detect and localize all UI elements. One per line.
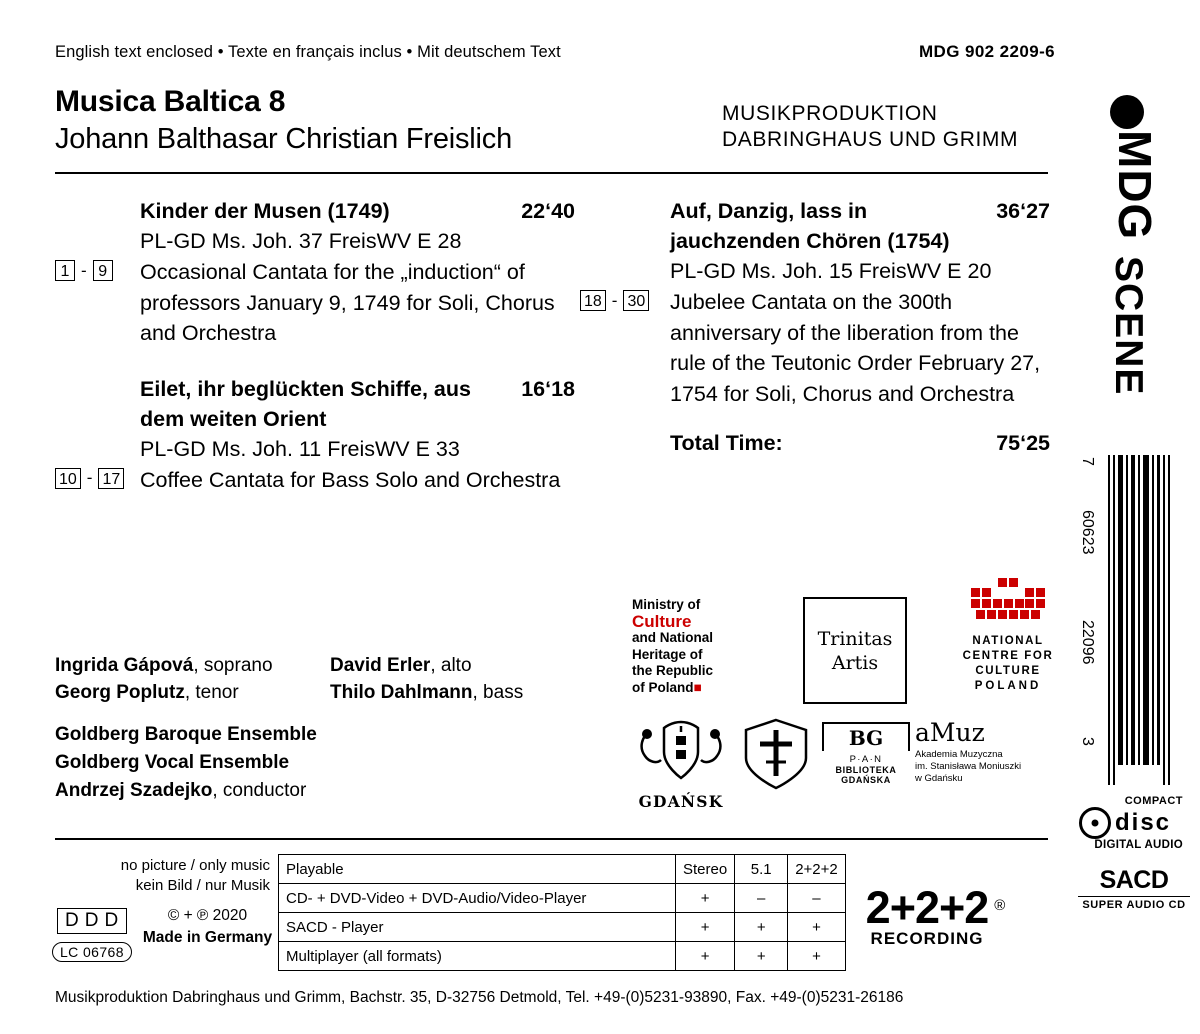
mdg-logo <box>1104 95 1184 129</box>
format-stereo: + <box>676 884 735 913</box>
table-row <box>279 942 846 971</box>
ministry-of-culture-logo <box>632 597 772 696</box>
disc-icon <box>1079 807 1111 839</box>
ensembles-list <box>55 721 317 805</box>
format-label: SACD - Player <box>279 913 676 942</box>
format-51: + <box>735 942 788 971</box>
logo-line: NATIONAL <box>972 635 1044 647</box>
red-square-icon: ■ <box>693 679 702 695</box>
logo-line: Artis <box>831 651 879 674</box>
works-column-left <box>55 196 575 495</box>
bg-monogram: BG <box>822 722 910 751</box>
format-51: + <box>735 913 788 942</box>
gdansk-city-logo <box>628 718 734 811</box>
performer-name: David Erler <box>330 655 431 676</box>
logo-line: Ministry of <box>632 597 701 612</box>
conductor-role: , conductor <box>212 780 307 801</box>
work-item <box>55 374 575 496</box>
conductor-name: Andrzej Szadejko <box>55 780 213 801</box>
table-header-row <box>279 855 846 884</box>
library-label: BIBLIOTEKA GDAŃSKA <box>835 765 897 785</box>
list-item <box>55 679 523 706</box>
format-222: – <box>788 884 846 913</box>
no-picture-note <box>55 856 270 896</box>
made-in-line: Made in Germany <box>142 929 273 946</box>
track-number-last: 17 <box>98 468 124 489</box>
label-name-line1: MUSIKPRODUKTION <box>722 102 938 125</box>
performer-role: , tenor <box>184 682 239 703</box>
work-description: Coffee Cantata for Bass Solo and Orchestra <box>140 467 561 492</box>
table-row <box>279 884 846 913</box>
sacd-logo <box>1078 866 1190 911</box>
archive-seal-icon <box>742 718 810 790</box>
mdg-wordmark: MDG <box>1109 130 1161 241</box>
label-name-line2: DABRINGHAUS UND GRIMM <box>722 128 1019 151</box>
track-number-first: 1 <box>55 260 75 281</box>
track-range <box>55 257 140 281</box>
work-description: Jubelee Cantata on the 300th anniversary of the liberation from the rule of the Teutonic Order February 27, 1754 for Soli, Chorus and Orchestra <box>670 290 1041 406</box>
barcode-digit-right: 3 <box>1079 737 1096 746</box>
ensemble-name: Goldberg Vocal Ensemble <box>55 752 290 773</box>
work-item <box>580 196 1050 456</box>
catalog-number: MDG 902 2209-6 <box>918 42 1055 61</box>
column-header-stereo: Stereo <box>676 855 735 884</box>
work-source: PL-GD Ms. Joh. 11 FreisWV E 33 <box>140 436 460 461</box>
track-number-last: 9 <box>93 260 113 281</box>
performer-name: Thilo Dahlmann <box>330 682 473 703</box>
work-source: PL-GD Ms. Joh. 37 FreisWV E 28 <box>140 229 462 253</box>
work-source: PL-GD Ms. Joh. 15 FreisWV E 20 <box>670 259 992 283</box>
language-note: English text enclosed • Texte en français inclus • Mit deutschem Text <box>55 43 561 61</box>
amuz-academy-logo <box>915 718 1035 785</box>
track-range-dash: - <box>86 468 93 487</box>
column-header-playable: Playable <box>279 855 676 884</box>
total-time-value: 75‘25 <box>996 431 1050 455</box>
logo-line: POLAND <box>974 680 1042 692</box>
sacd-wordmark: SACD <box>1099 866 1169 894</box>
disc-label: disc <box>1115 809 1172 836</box>
no-picture-en: no picture / only music <box>120 857 270 874</box>
performer-name: Georg Poplutz <box>55 682 185 703</box>
track-number-first: 10 <box>55 468 81 489</box>
copyright-line: © + ℗ 2020 <box>167 907 248 924</box>
work-duration: 16‘18 <box>521 376 575 401</box>
logo-line: Culture <box>632 611 692 631</box>
soloists-list <box>55 652 523 706</box>
logo-line: of Poland■ <box>632 679 702 695</box>
list-item <box>55 749 317 777</box>
no-picture-de: kein Bild / nur Musik <box>135 877 270 894</box>
barcode <box>1079 455 1174 785</box>
recording-222-main: 2+2+2 ® <box>865 882 1005 933</box>
format-stereo: + <box>676 913 735 942</box>
divider-bottom <box>55 838 1048 840</box>
work-title: Kinder der Musen (1749) <box>140 199 390 223</box>
column-header-222: 2+2+2 <box>788 855 846 884</box>
pan-label: P·A·N <box>849 754 883 765</box>
format-label: Multiplayer (all formats) <box>279 942 676 971</box>
lc-code-badge: LC 06768 <box>52 942 132 962</box>
registered-trademark-icon: ® <box>994 897 1005 914</box>
logo-line: the Republic <box>632 663 714 678</box>
logo-line: im. Stanisława Moniuszki <box>915 761 1022 772</box>
playable-formats-table <box>278 854 846 971</box>
ensemble-name: Goldberg Baroque Ensemble <box>55 724 317 745</box>
format-222: + <box>788 942 846 971</box>
compact-label: COMPACT <box>1124 795 1183 807</box>
recording-222-logo <box>862 882 1005 949</box>
format-51: – <box>735 884 788 913</box>
track-number-last: 30 <box>623 290 649 311</box>
logo-line: Akademia Muzyczna <box>915 749 1003 760</box>
ddd-badge: DDD <box>57 908 127 934</box>
performer-name: Ingrida Gápová <box>55 655 194 676</box>
logo-line: Heritage of <box>632 646 703 662</box>
logo-line: w Gdańsku <box>915 773 963 784</box>
national-centre-for-culture-logo <box>960 578 1056 694</box>
logo-line: CULTURE <box>975 665 1041 677</box>
compact-disc-logo <box>1075 795 1183 851</box>
publisher-address: Musikproduktion Dabringhaus und Grimm, Bachstr. 35, D-32756 Detmold, Tel. +49-(0)5231-93890, Fax. +49-(0)5231-26186 <box>55 989 904 1006</box>
work-description: Occasional Cantata for the „induction“ of professors January 9, 1749 for Soli, Chorus and Orchestra <box>140 260 555 345</box>
total-time-label: Total Time: <box>670 431 783 455</box>
barcode-digit-left: 7 <box>1079 457 1096 466</box>
format-stereo: + <box>676 942 735 971</box>
work-duration: 36‘27 <box>996 199 1050 223</box>
track-range-dash: - <box>611 290 618 310</box>
divider-top <box>55 172 1048 174</box>
work-item <box>55 196 575 349</box>
scene-wordmark: SCENE <box>1107 256 1150 396</box>
work-title: Eilet, ihr beglückten Schiffe, aus dem weiten Orient <box>140 376 471 431</box>
track-range <box>580 287 670 311</box>
column-header-51: 5.1 <box>735 855 788 884</box>
track-number-first: 18 <box>580 290 606 311</box>
performer-role: , bass <box>472 682 524 703</box>
composer-name: Johann Balthasar Christian Freislich <box>55 123 513 155</box>
list-item <box>55 652 523 679</box>
works-column-right <box>580 196 1050 456</box>
list-item <box>55 721 317 749</box>
digital-audio-label: DIGITAL AUDIO <box>1094 839 1183 851</box>
format-label: CD- + DVD-Video + DVD-Audio/Video-Player <box>279 884 676 913</box>
biblioteka-gdanska-logo <box>822 722 910 785</box>
work-duration: 22‘40 <box>521 199 575 223</box>
page-title: Musica Baltica 8 <box>55 85 286 118</box>
gdansk-coat-of-arms-icon <box>628 718 734 789</box>
performer-role: , alto <box>430 655 472 676</box>
track-range-dash: - <box>81 260 87 280</box>
logo-line: and National <box>632 630 714 645</box>
performer-role: , soprano <box>193 655 273 676</box>
total-time-row <box>670 431 1050 456</box>
table-row <box>279 913 846 942</box>
format-222: + <box>788 913 846 942</box>
logo-line: CENTRE FOR <box>962 650 1054 662</box>
barcode-group-1: 60623 <box>1079 510 1096 555</box>
recording-222-sub: RECORDING <box>870 929 984 948</box>
mdg-dot-icon <box>1110 95 1144 129</box>
logo-line: Trinitas <box>817 627 893 650</box>
barcode-group-2: 22096 <box>1079 620 1096 665</box>
amuz-wordmark: aMuz <box>915 718 985 747</box>
crown-icon <box>971 578 1045 624</box>
gdansk-label: GDAŃSK <box>638 792 724 811</box>
trinitas-artis-logo <box>803 597 907 704</box>
list-item <box>55 777 317 805</box>
track-range <box>55 465 140 489</box>
copyright-block <box>140 905 275 949</box>
sacd-sublabel: SUPER AUDIO CD <box>1078 896 1190 911</box>
work-title: Auf, Danzig, lass in jauchzenden Chören (1754) <box>670 199 950 253</box>
